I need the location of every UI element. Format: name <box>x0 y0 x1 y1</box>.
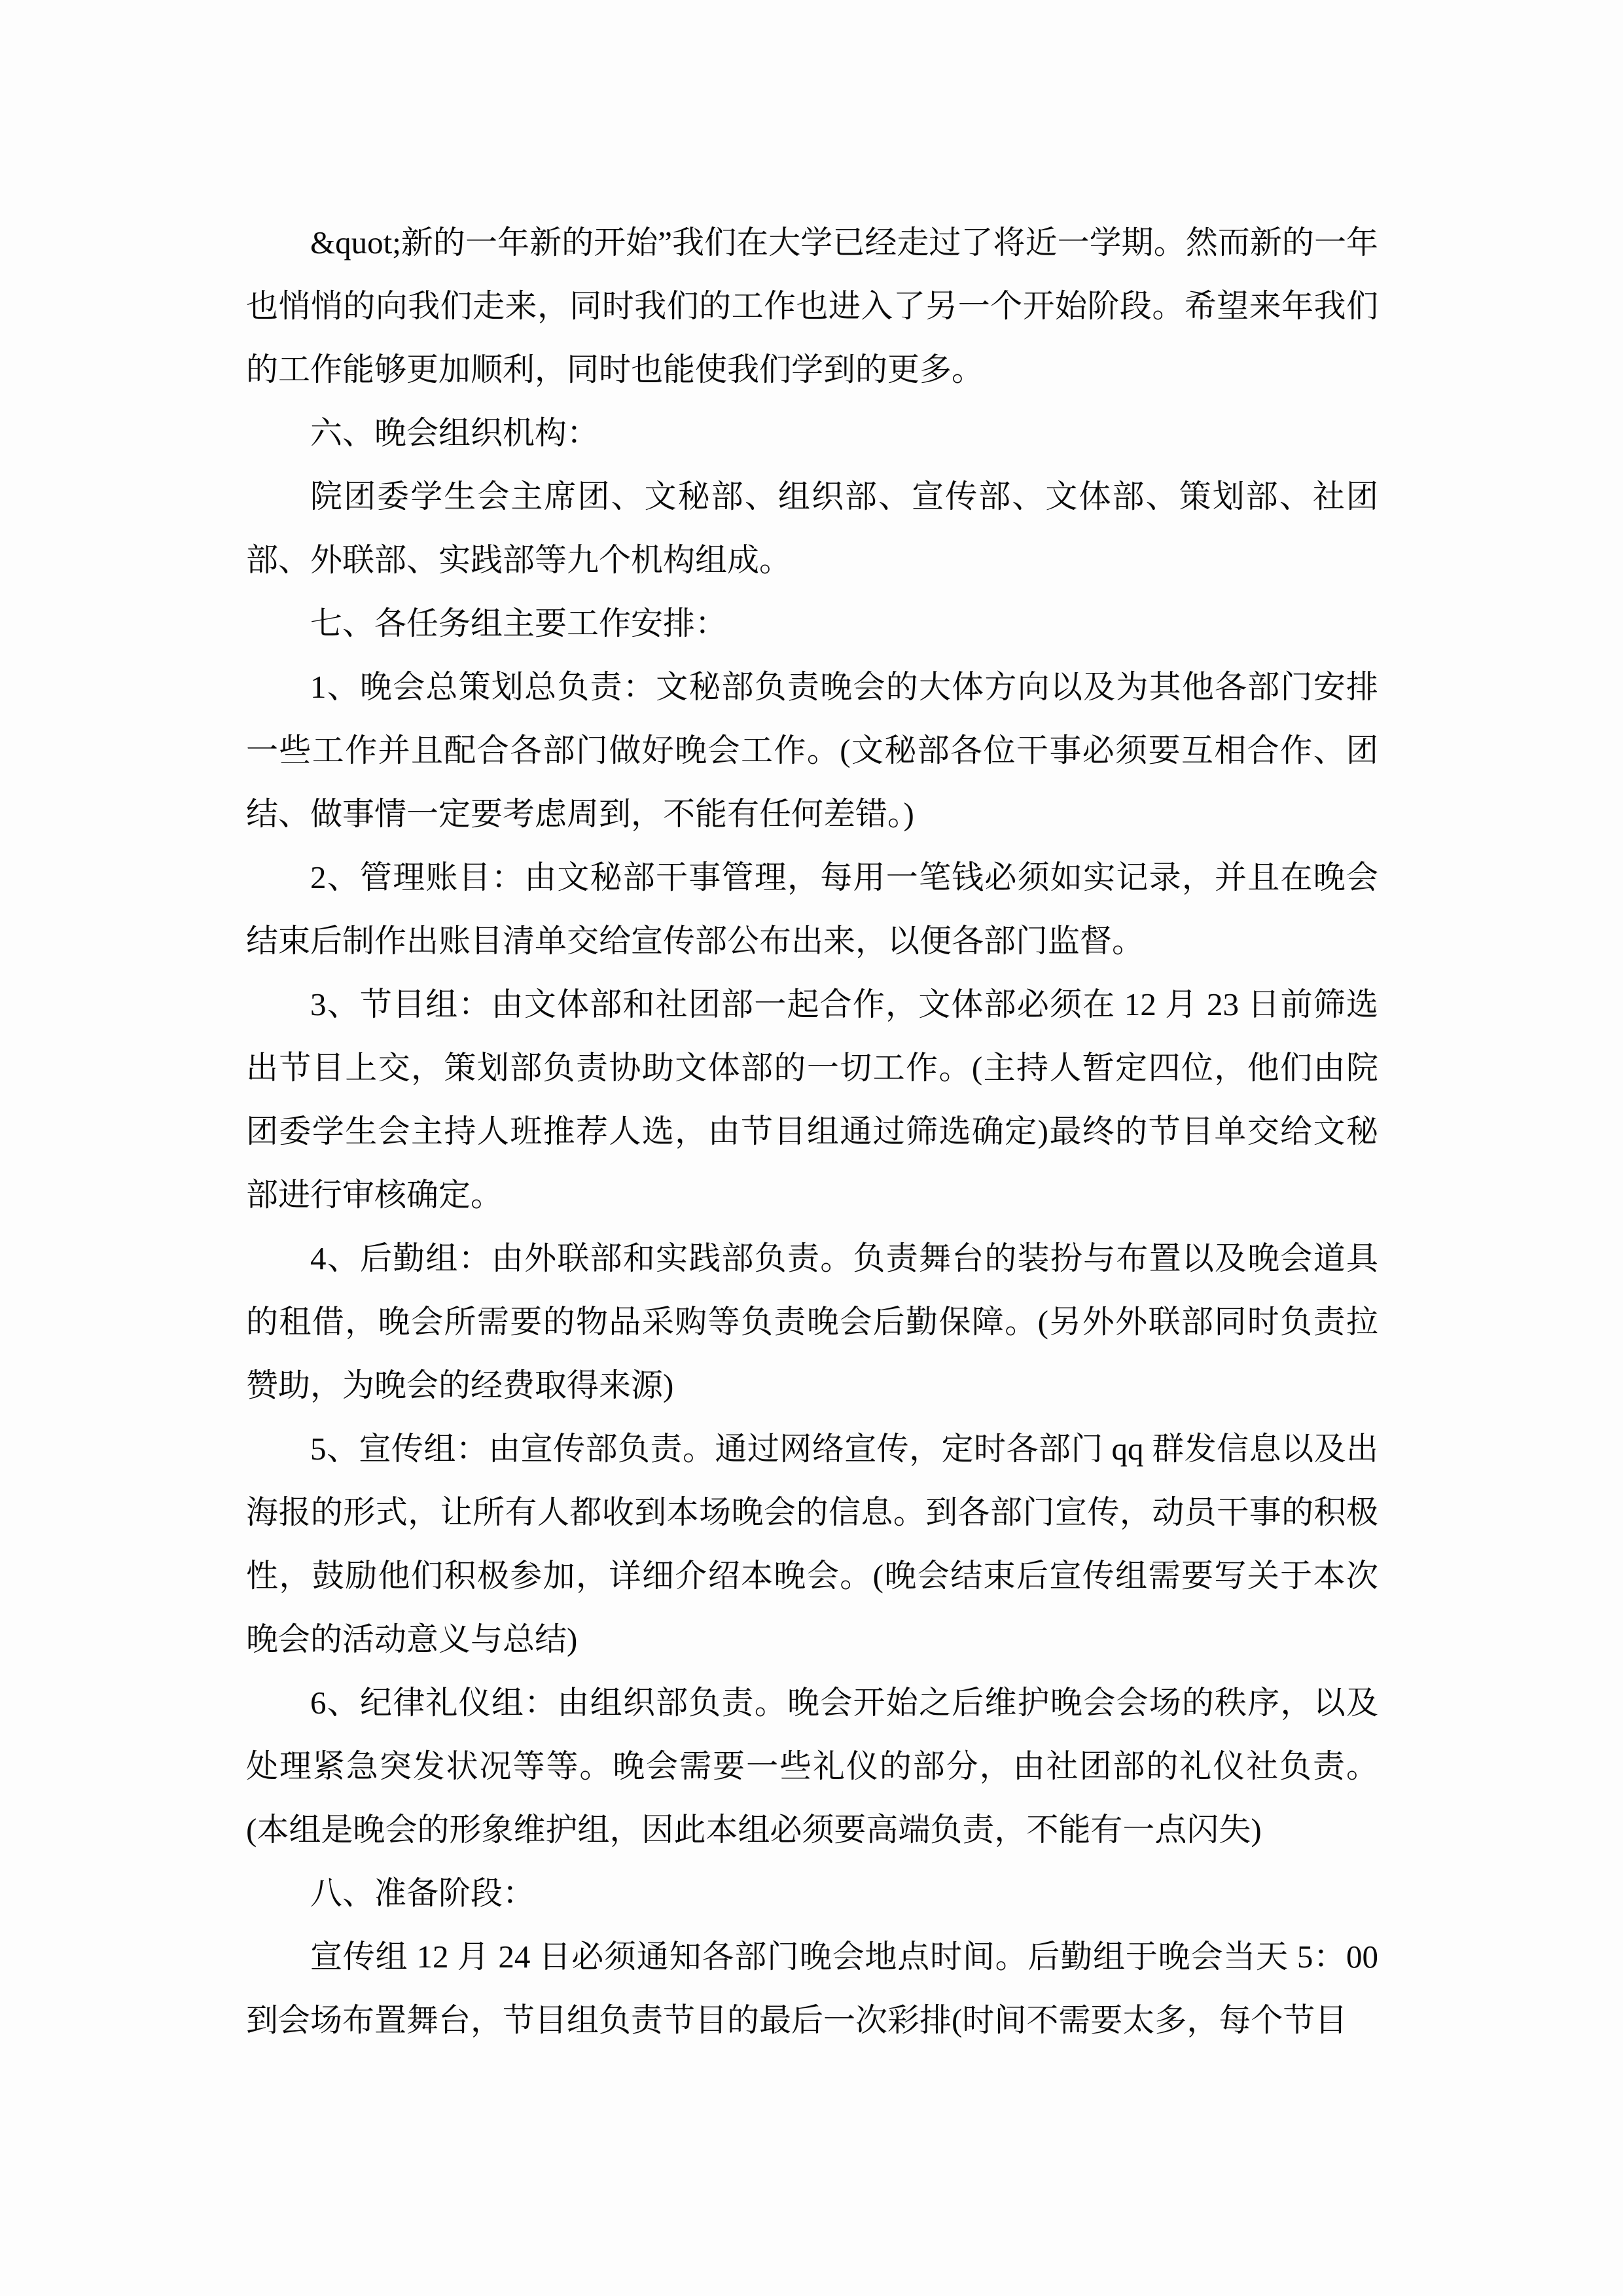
list-item-6: 6、纪律礼仪组：由组织部负责。晚会开始之后维护晚会会场的秩序，以及处理紧急突发状况等等。晚会需要一些礼仪的部分，由社团部的礼仪社负责。(本组是晚会的形象维护组，因此本组必须要高端负责，不能有一点闪失) <box>246 1685 1378 1848</box>
list-item-4: 4、后勤组：由外联部和实践部负责。负责舞台的装扮与布置以及晚会道具的租借，晚会所需要的物品采购等负责晚会后勤保障。(另外外联部同时负责拉赞助，为晚会的经费取得来源) <box>246 1240 1378 1403</box>
list-item-2: 2、管理账目：由文秘部干事管理，每用一笔钱必须如实记录，并且在晚会结束后制作出账目清单交给宣传部公布出来，以便各部门监督。 <box>246 859 1378 959</box>
document-text-block <box>246 211 1378 2052</box>
heading-section-seven: 七、各任务组主要工作安排： <box>310 605 728 641</box>
list-item-5: 5、宣传组：由宣传部负责。通过网络宣传，定时各部门 qq 群发信息以及出海报的形式，让所有人都收到本场晚会的信息。到各部门宣传，动员干事的积极性，鼓励他们积极参加，详细介绍本晚会。(晚会结束后宣传组需要写关于本次晚会的活动意义与总结) <box>246 1431 1378 1657</box>
list-item-3: 3、节目组：由文体部和社团部一起合作，文体部必须在 12 月 23 日前筛选出节目上交，策划部负责协助文体部的一切工作。(主持人暂定四位，他们由院团委学生会主持人班推荐人选，由节目组通过筛选确定)最终的节目单交给文秘部进行审核确定。 <box>246 986 1378 1213</box>
heading-section-six: 六、晚会组织机构： <box>310 415 599 451</box>
heading-section-eight: 八、准备阶段： <box>310 1875 535 1911</box>
paragraph-intro: &quot;新的一年新的开始”我们在大学已经走过了将近一学期。然而新的一年也悄悄的向我们走来，同时我们的工作也进入了另一个开始阶段。希望来年我们的工作能够更加顺利，同时也能使我们学到的更多。 <box>246 224 1378 387</box>
list-item-1: 1、晚会总策划总负责：文秘部负责晚会的大体方向以及为其他各部门安排一些工作并且配合各部门做好晚会工作。(文秘部各位干事必须要互相合作、团结、做事情一定要考虑周到，不能有任何差错。) <box>246 669 1378 832</box>
paragraph-organization: 院团委学生会主席团、文秘部、组织部、宣传部、文体部、策划部、社团部、外联部、实践部等九个机构组成。 <box>246 478 1378 578</box>
paragraph-preparation: 宣传组 12 月 24 日必须通知各部门晚会地点时间。后勤组于晚会当天 5：00到会场布置舞台，节目组负责节目的最后一次彩排(时间不需要太多，每个节目 <box>246 1939 1378 2038</box>
